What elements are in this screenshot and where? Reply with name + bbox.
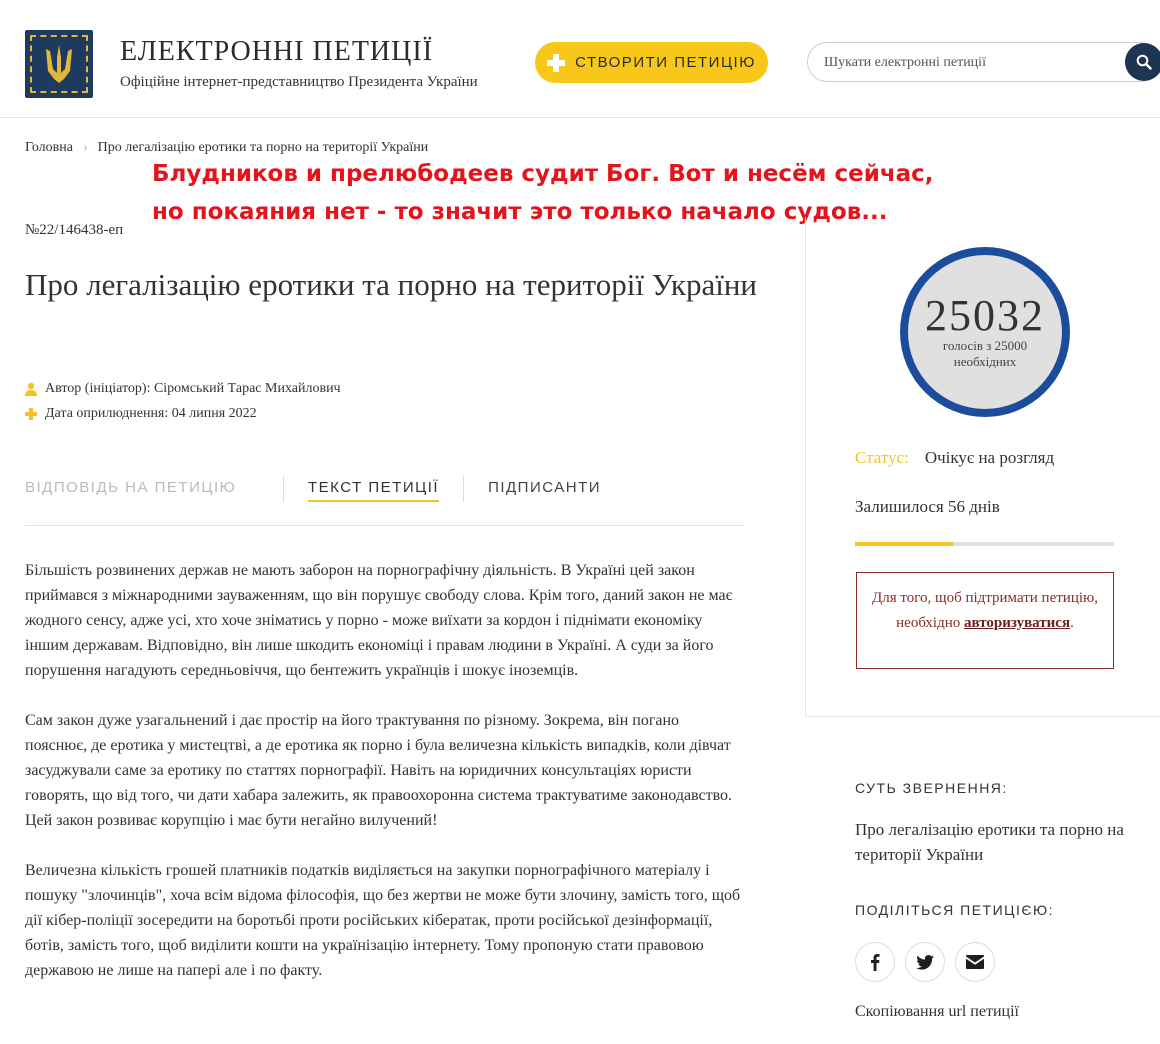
petition-title: Про легалізацію еротики та порно на території України [25,267,758,302]
petition-author: Автор (ініціатор): Сіромський Тарас Михайлович [45,381,341,396]
tab-divider [283,476,284,502]
tab-petition-text[interactable]: ТЕКСТ ПЕТИЦІЇ [308,476,439,502]
vote-count: 25032 [925,291,1045,340]
petition-number: №22/146438-еп [25,222,124,238]
trident-icon [42,43,76,85]
tab-answer[interactable]: ВІДПОВІДЬ НА ПЕТИЦІЮ [25,479,237,496]
progress-bar [855,542,1114,546]
status-label: Статус: [855,448,909,467]
progress-fill [855,542,953,546]
days-remaining: Залишилося 56 днів [855,497,1000,516]
breadcrumb-current: Про легалізацію еротики та порно на території України [97,140,429,155]
petition-paragraph: Сам закон дуже узагальнений і дає простір на його трактування по різному. Зокрема, він погано пояснює, де еротика у мистецтві, а де еротика як порно і була величезна кількість випадків, коли дівчат засуджували саме за еротику по статтях порнографії. Навіть на юридичних консультаціях юристи говорять, що від того, чи дати хабара залежить, як правоохоронна система трактуватиме законодавство. Цей закон розвиває корупцію і має бути негайно вилучений! [25,712,733,829]
essence-text: Про легалізацію еротики та порно на території України [855,820,1124,864]
chevron-right-icon: › [82,140,88,155]
plus-icon [547,54,565,72]
user-icon [25,382,37,396]
share-label: ПОДІЛІТЬСЯ ПЕТИЦІЄЮ: [855,902,1054,918]
petition-tabs [25,476,745,526]
auth-notice [856,572,1114,669]
create-petition-label: СТВОРИТИ ПЕТИЦІЮ [575,54,756,71]
status-row [855,448,1054,468]
date-row [25,406,257,422]
vote-count-label: голосів з 25000 необхідних [942,338,1028,369]
vote-counter-inner [908,255,1062,409]
twitter-icon [916,955,934,970]
site-header [0,0,1160,118]
site-subtitle: Офіційне інтернет-представництво Президента України [120,74,478,90]
tab-divider [463,476,464,502]
copy-url-link[interactable]: Скопіювання url петиції [855,1003,1019,1020]
trident-emblem [30,35,88,93]
petition-paragraph: Більшість розвинених держав не мають заборон на порнографічну діяльність. В Україні цей закон приймався з міжнародними зауваженням, що він порушує свободу слова. Крім того, даний закон не має жодного сенсу, адже усі, хто хоче зніматись у порно - може виїхати за кордон і піднімати економіку іншим державам. Відповідно, він лише шкодить економіці і правам людини в Україні. А суди за його порушення нагадують середньовіччя, що бентежить українців і шокує іноземців. [25,562,733,679]
search-button[interactable] [1125,43,1160,81]
status-value: Очікує на розгляд [924,448,1055,467]
share-email-button[interactable] [955,942,995,982]
search-icon [1136,54,1152,70]
auth-link[interactable]: авторизуватися [963,615,1071,631]
site-title[interactable]: ЕЛЕКТРОННІ ПЕТИЦІЇ [120,36,434,67]
petition-date: Дата оприлюднення: 04 липня 2022 [45,406,257,421]
share-facebook-button[interactable] [855,942,895,982]
breadcrumb-home[interactable]: Головна [25,140,73,155]
auth-text: Для того, щоб підтримати петицію, необхідно [872,590,1098,631]
search-input[interactable] [824,52,1114,74]
petition-paragraph: Величезна кількість грошей платників податків виділяється на закупки порнографічного матеріалу і пошуку "злочинців", хоча всім відома філософія, що без жертви не може бути злочину, замість того, щоб дії кібер-поліції зосередити на боротьбі проти російських кібератак, проти російської дезінформації, ботів, замість того, щоб виділити кошти на українізацію інтернету. Тому пропоную стати правовою державою не лише на папері але і по факту. [25,862,741,979]
essence-label: СУТЬ ЗВЕРНЕННЯ: [855,780,1008,796]
breadcrumb [25,140,428,156]
overlay-caption: Блудников и прелюбодеев судит Бог. Вот и несём сейчас, но покаяния нет - то значит это только начало судов... [152,161,934,225]
plus-small-icon [25,407,37,421]
create-petition-button[interactable] [535,42,768,83]
author-row [25,381,341,397]
email-icon [966,955,984,969]
facebook-icon [870,953,880,971]
site-logo[interactable] [25,30,93,98]
tab-signers[interactable]: ПІДПИСАНТИ [488,479,602,496]
search-box [807,42,1160,82]
share-twitter-button[interactable] [905,942,945,982]
vote-counter [900,247,1070,417]
auth-end: . [1070,615,1074,631]
petition-body [25,558,745,1008]
